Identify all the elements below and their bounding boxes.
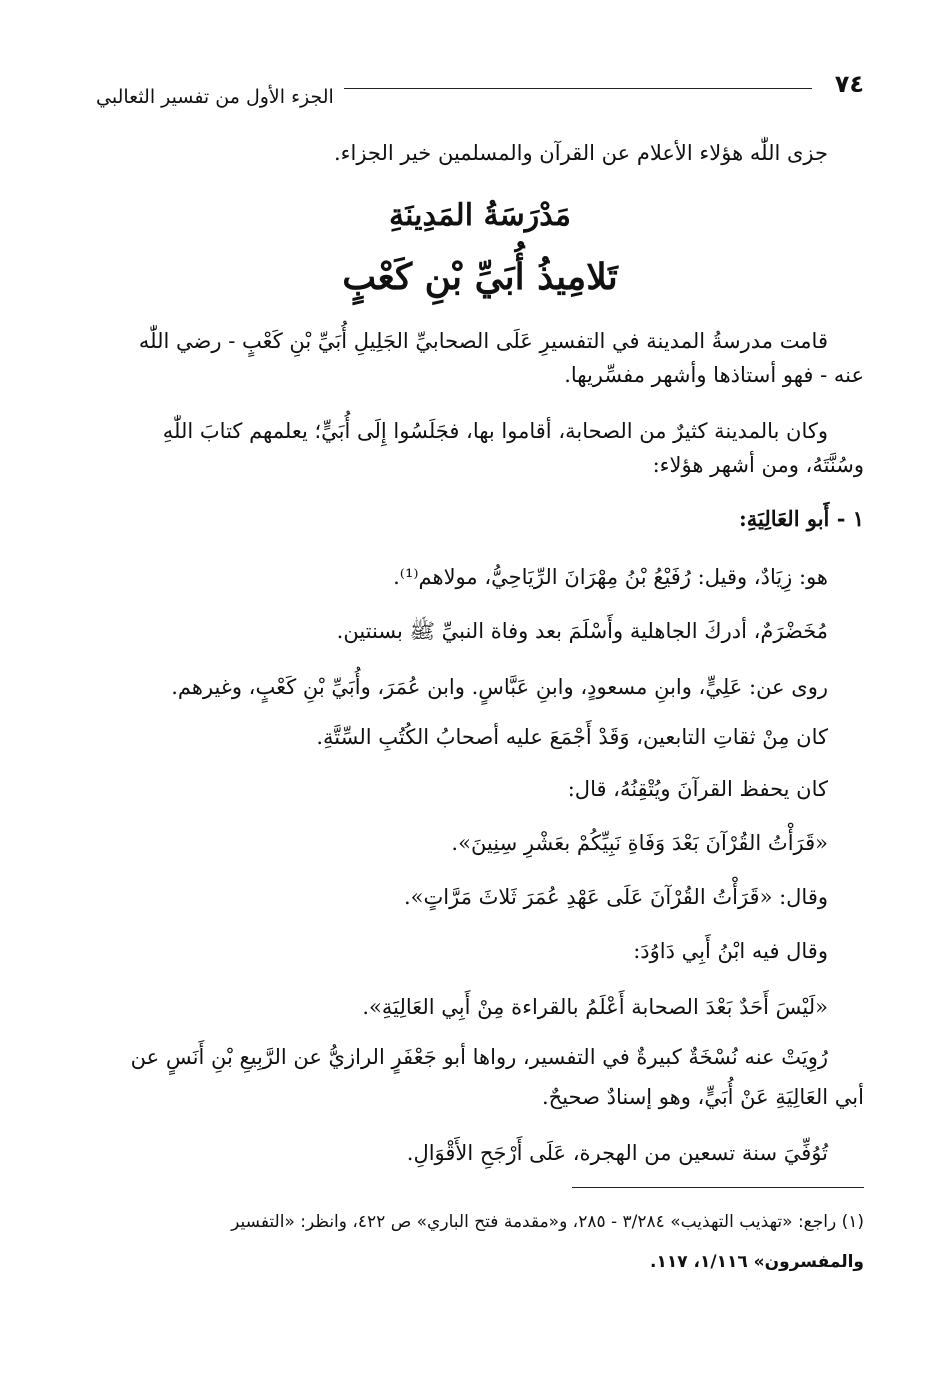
- header-rule: [344, 88, 812, 89]
- quote-line: «قَرَأْتُ القُرْآنَ بَعْدَ وَفَاةِ نَبِيِّكُمْ بعَشْرِ سِنِينَ».: [451, 831, 828, 855]
- paragraph-line: هو: زِيَادٌ، وقيل: رُفَيْعُ بْنُ مِهْرَانَ الرِّيَاحِيُّ، مولاهم⁽¹⁾.: [393, 565, 828, 589]
- item-title: ١ - أَبو العَالِيَةِ:: [739, 506, 864, 531]
- paragraph-line: عنه - فهو أستاذها وأشهر مفسِّريها.: [564, 363, 864, 387]
- quote-line: «لَيْسَ أَحَدٌ بَعْدَ الصحابة أَعْلَمُ بالقراءة مِنْ أَبِي العَالِيَةِ».: [362, 995, 828, 1019]
- paragraph-line: تُوُفِّيَ سنة تسعين من الهجرة، عَلَى أَرْجَحِ الأَقْوَالِ.: [406, 1141, 828, 1165]
- section-heading: مَدْرَسَةُ المَدِينَةِ: [388, 198, 572, 233]
- page-number: ٧٤: [834, 70, 864, 98]
- paragraph-line: وقال فيه ابْنُ أَبِي دَاوُدَ:: [633, 939, 828, 963]
- paragraph-line: وكان بالمدينة كثيرٌ من الصحابة، أقاموا بها، فجَلَسُوا إِلَى أُبَيٍّ؛ يعلمهم كتابَ اللّٰهِ: [162, 419, 828, 443]
- page-header: [96, 70, 864, 110]
- paragraph-line: كان مِنْ ثقاتِ التابعين، وَقَدْ أَجْمَعَ عليه أصحابُ الكُتُبِ السِّتَّةِ.: [316, 725, 828, 749]
- paragraph-line: أبي العَالِيَةِ عَنْ أُبَيٍّ، وهو إسنادٌ صحيحٌ.: [541, 1085, 864, 1109]
- paragraph-line: وسُنَّتَهُ، ومن أشهر هؤلاء:: [652, 453, 864, 477]
- footnote-line: (١) راجع: «تهذيب التهذيب» ٣/٢٨٤ - ٢٨٥، و«مقدمة فتح الباري» ص ٤٢٢، وانظر: «التفسير: [231, 1212, 864, 1232]
- footnote-line: والمفسرون» ١/١١٦، ١١٧.: [650, 1252, 864, 1272]
- section-subheading: تَلامِيذُ أُبَيِّ بْنِ كَعْبٍ: [342, 256, 618, 298]
- footnote-rule: [572, 1187, 864, 1188]
- paragraph-line: روى عن: عَلِيٍّ، وابنِ مسعودٍ، وابنِ عَبَّاسٍ. وابن عُمَرَ، وأُبَيِّ بْنِ كَعْبٍ، وغيرهم.: [171, 675, 828, 699]
- running-title: الجزء الأول من تفسير الثعالبي: [96, 86, 334, 108]
- paragraph-line: قامت مدرسةُ المدينة في التفسيرِ عَلَى الصحابيِّ الجَلِيلِ أُبَيِّ بْنِ كَعْبٍ - رضي اللّٰه: [138, 329, 828, 353]
- quote-line: وقال: «قَرَأْتُ القُرْآنَ عَلَى عَهْدِ عُمَرَ ثَلاثَ مَرَّاتٍ».: [404, 885, 828, 909]
- intro-line: جزى اللّٰه هؤلاء الأعلام عن القرآن والمسلمين خير الجزاء.: [333, 141, 828, 165]
- paragraph-line: مُخَضْرَمٌ، أدركَ الجاهلية وأَسْلَمَ بعد وفاة النبيِّ ﷺ بسنتين.: [336, 619, 828, 643]
- paragraph-line: رُوِيَتْ عنه نُسْخَةٌ كبيرةٌ في التفسير، رواها أبو جَعْفَرٍ الرازيُّ عن الرَّبِيعِ بْنِ أَنَسٍ عن: [130, 1045, 828, 1069]
- paragraph-line: كان يحفظ القرآنَ ويُتْقِنُهُ، قال:: [567, 777, 828, 801]
